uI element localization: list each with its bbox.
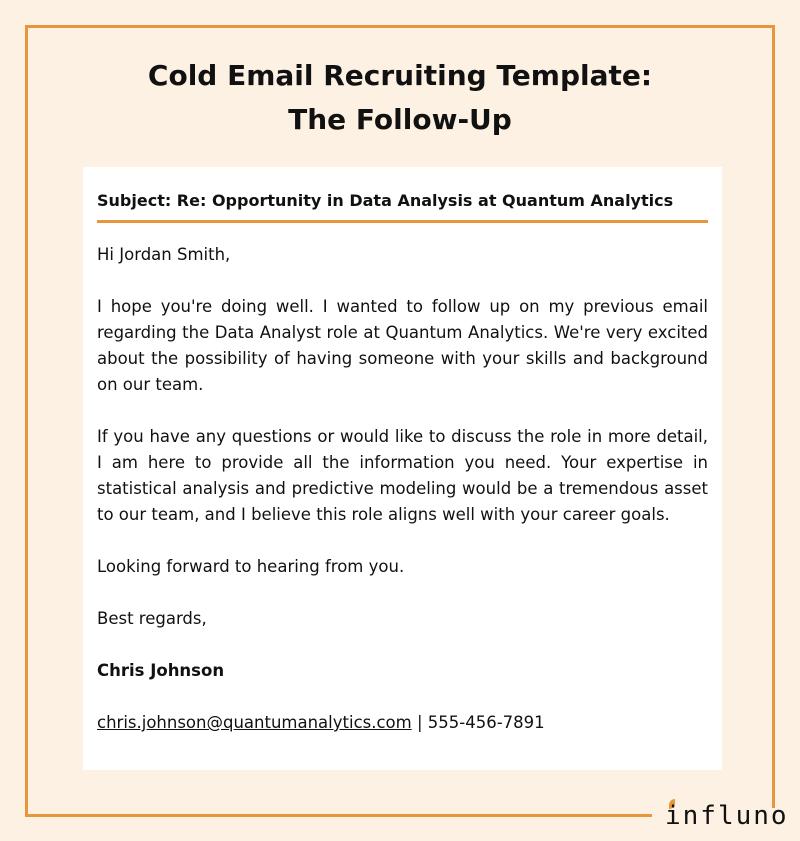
signature-separator: | — [411, 713, 428, 732]
page-title — [0, 54, 800, 142]
signature-contact — [97, 710, 708, 736]
subject-divider — [97, 220, 708, 223]
page-title-line-2: The Follow-Up — [288, 103, 512, 136]
email-greeting: Hi Jordan Smith, — [97, 245, 231, 264]
email-card — [83, 167, 722, 770]
email-sign-off: Best regards, — [97, 609, 207, 628]
influno-logo — [665, 796, 789, 832]
email-closing-line: Looking forward to hearing from you. — [97, 557, 405, 576]
email-paragraph-2: If you have any questions or would like to discuss the role in more detail, I am here to provide all the information you need. Your expertise in statistical analysis and predictive modeling would be a tremendous asset to our team, and I believe this role aligns well with your career goals. — [97, 427, 708, 524]
signature-name: Chris Johnson — [97, 661, 225, 680]
page-title-line-1: Cold Email Recruiting Template: — [147, 59, 653, 92]
email-paragraph-1: I hope you're doing well. I wanted to follow up on my previous email regarding the Data Analyst role at Quantum Analytics. We're very excited about the possibility of having someone with your skills and background on our team. — [97, 297, 708, 394]
signature-email-link[interactable]: chris.johnson@quantumanalytics.com — [97, 713, 412, 732]
signature-phone: 555-456-7891 — [427, 713, 545, 732]
email-body — [97, 242, 708, 762]
email-subject: Subject: Re: Opportunity in Data Analysis at Quantum Analytics — [97, 191, 674, 210]
logo-text: influno — [665, 801, 789, 831]
